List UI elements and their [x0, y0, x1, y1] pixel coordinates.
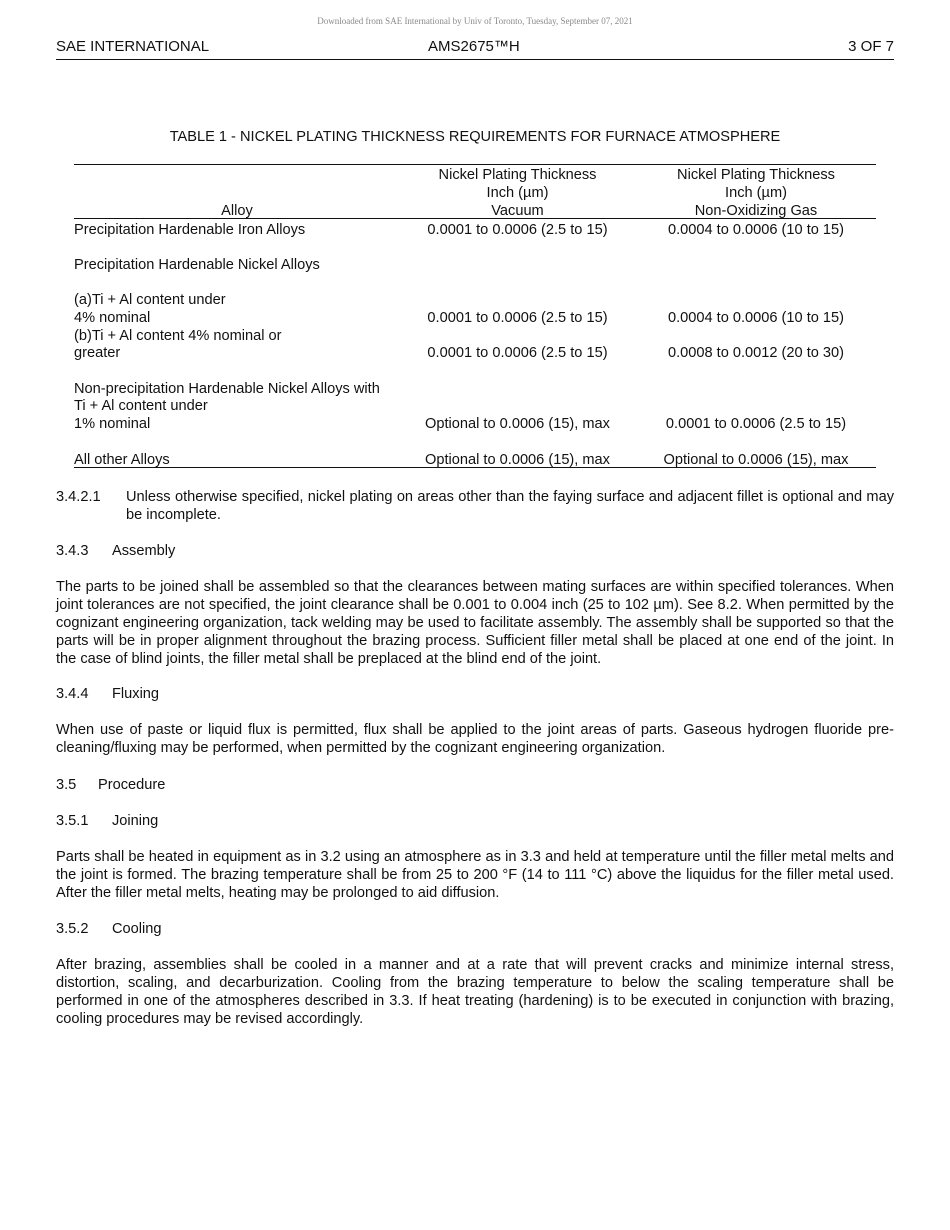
section-3-4-3-number: 3.4.3 [56, 543, 89, 559]
column-header-alloy: Alloy [221, 203, 253, 219]
row-alloy-ti-al-over: (b)Ti + Al content 4% nominal or [74, 328, 282, 344]
column-header-gas-line1: Nickel Plating Thickness [677, 167, 835, 183]
download-notice: Downloaded from SAE International by Univ of Toronto, Tuesday, September 07, 2021 [317, 16, 633, 26]
row-gas-value: 0.0004 to 0.0006 (10 to 15) [667, 310, 845, 326]
row-gas-value: 0.0004 to 0.0006 (10 to 15) [667, 222, 845, 238]
row-alloy-ti-al-under: (a)Ti + Al content under [74, 292, 226, 308]
column-header-vacuum-line3: Vacuum [491, 203, 544, 219]
header-organization: SAE INTERNATIONAL [56, 38, 210, 55]
section-3-4-2-1-text: Unless otherwise specified, nickel plating on areas other than the faying surface and adjacent fillet is optional and may be incomplete. [126, 489, 894, 523]
section-3-5-2-text: After brazing, assemblies shall be cooled in a manner and at a rate that will prevent cracks and minimize internal stress, distortion, scaling, and decarburization. Cooling from the brazing temperature to below the scaling temperature shall be performed in one of the atmospheres described in 3.3. If heat treating (hardening) is to be executed in conjunction with brazing, cooling procedures may be revised accordingly. [56, 957, 894, 1027]
column-header-gas-line3: Non-Oxidizing Gas [694, 203, 818, 219]
column-header-vacuum-line2: Inch (µm) [486, 185, 549, 201]
row-alloy-other: All other Alloys [74, 452, 170, 468]
column-header-vacuum-line1: Nickel Plating Thickness [438, 167, 597, 183]
row-vacuum-value: 0.0001 to 0.0006 (2.5 to 15) [427, 222, 608, 238]
section-3-5-1-text: Parts shall be heated in equipment as in 3.2 using an atmosphere as in 3.3 and held at temperature until the filler metal melts and the joint is formed. The brazing temperature shall be from 25 to 200 °F (14 to 111 °C) above the liquidus for the filler metal used. After the filler metal melts, heating may be prolonged to aid diffusion. [56, 849, 894, 901]
section-3-5-2-title: Cooling [112, 921, 162, 937]
header-document-id: AMS2675™H [428, 38, 520, 55]
row-vacuum-value: 0.0001 to 0.0006 (2.5 to 15) [427, 310, 608, 326]
section-3-4-4-text: When use of paste or liquid flux is permitted, flux shall be applied to the joint areas of parts. Gaseous hydrogen fluoride pre-cleaning/fluxing may be performed, when permitted by the cognizant engineering organization. [56, 722, 894, 756]
row-gas-value: 0.0001 to 0.0006 (2.5 to 15) [665, 416, 847, 432]
section-3-5-1-number: 3.5.1 [56, 813, 89, 829]
section-3-5-2-number: 3.5.2 [56, 921, 89, 937]
section-3-4-4-number: 3.4.4 [56, 686, 89, 702]
row-alloy-iron: Precipitation Hardenable Iron Alloys [74, 222, 306, 238]
section-3-5-number: 3.5 [56, 777, 77, 793]
table-top-rule [74, 164, 876, 165]
row-alloy-nickel-group: Precipitation Hardenable Nickel Alloys [74, 257, 320, 273]
row-gas-value: Optional to 0.0006 (15), max [663, 452, 849, 468]
section-3-4-2-1-number: 3.4.2.1 [56, 489, 101, 505]
table-title: TABLE 1 - NICKEL PLATING THICKNESS REQUIREMENTS FOR FURNACE ATMOSPHERE [169, 129, 781, 145]
column-header-gas-line2: Inch (µm) [725, 185, 787, 201]
row-alloy-non-precip-line2: Ti + Al content under [74, 398, 208, 414]
section-3-4-3-title: Assembly [112, 543, 176, 559]
row-alloy-non-precip-line1: Non-precipitation Hardenable Nickel Alloys with [74, 381, 380, 397]
section-3-4-4-title: Fluxing [112, 686, 160, 702]
row-alloy-ti-al-over-greater: greater [74, 345, 121, 361]
row-gas-value: 0.0008 to 0.0012 (20 to 30) [667, 345, 845, 361]
section-3-5-title: Procedure [98, 777, 166, 793]
header-rule [56, 59, 894, 60]
section-3-4-3-text: The parts to be joined shall be assembled so that the clearances between mating surfaces are within specified tolerances. When joint tolerances are not specified, the joint clearance shall be 0.001 to 0.004 inch (25 to 102 µm). See 8.2. When permitted by the cognizant engineering organization, tack welding may be used to facilitate assembly. The assembly shall be supported so that the parts will be in proper alignment throughout the brazing process. Sufficient filler metal shall be placed at one end of the joint. In the case of blind joints, the filler metal shall be preplaced at the blind end of the joint. [56, 579, 894, 667]
header-page-number: 3 OF 7 [848, 38, 894, 55]
row-vacuum-value: Optional to 0.0006 (15), max [425, 416, 610, 432]
row-vacuum-value: 0.0001 to 0.0006 (2.5 to 15) [427, 345, 608, 361]
row-vacuum-value: Optional to 0.0006 (15), max [425, 452, 610, 468]
section-3-5-1-title: Joining [112, 813, 159, 829]
row-alloy-non-precip-line3: 1% nominal [74, 416, 151, 432]
row-alloy-ti-al-under-nominal: 4% nominal [74, 310, 151, 326]
